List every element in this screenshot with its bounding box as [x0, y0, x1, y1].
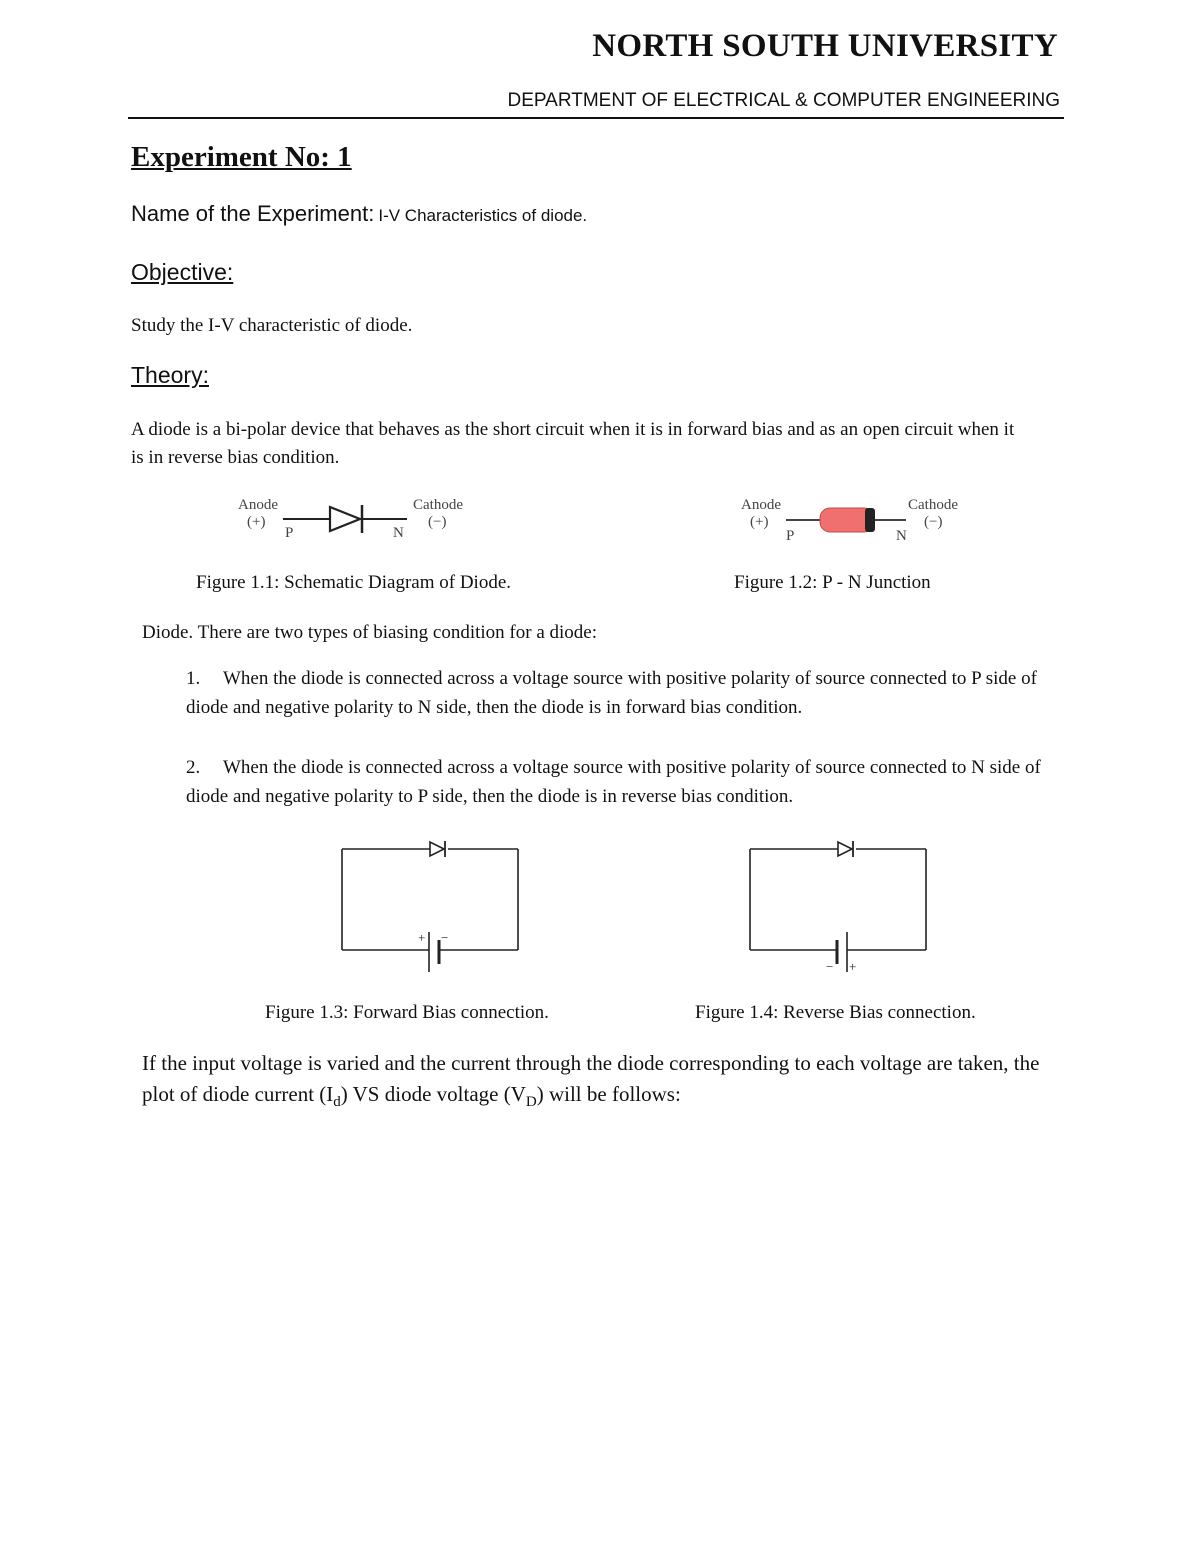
theory-paragraph: A diode is a bi-polar device that behaves as the short circuit when it is in forward bias and as an open circuit when it is in reverse bias condition.	[131, 419, 1015, 468]
final-text-end: ) will be follows:	[536, 1082, 681, 1106]
figure-1-1-caption: Figure 1.1: Schematic Diagram of Diode.	[196, 572, 512, 593]
cathode-band	[865, 508, 875, 532]
vd-subscript: D	[525, 1094, 537, 1111]
diode-icon	[430, 842, 444, 856]
anode-label: Anode	[238, 497, 278, 513]
university-title: NORTH SOUTH UNIVERSITY	[592, 28, 1058, 64]
list-item-2-text: When the diode is connected across a voltage source with positive polarity of source connected to N side of diode and negative polarity to P side, then the diode is in reverse bias condition.	[186, 757, 1041, 807]
pn-n-label: N	[896, 528, 907, 544]
plus-sign: +	[418, 930, 426, 945]
list-marker-1: 1.	[186, 668, 201, 689]
id-subscript: d	[333, 1094, 341, 1111]
reverse-bias-circuit	[738, 832, 938, 982]
pn-junction-figure	[728, 490, 978, 550]
pn-anode-label: Anode	[741, 497, 781, 513]
experiment-name-row	[131, 201, 587, 227]
theory-heading: Theory:	[131, 362, 209, 388]
p-label: P	[285, 525, 294, 541]
pn-p-label: P	[786, 528, 795, 544]
figure-1-2-caption: Figure 1.2: P - N Junction	[734, 572, 931, 593]
department-name: DEPARTMENT OF ELECTRICAL & COMPUTER ENGINEERING	[507, 90, 1060, 111]
header-rule	[128, 117, 1064, 119]
final-text-middle: ) VS diode voltage (V	[340, 1082, 526, 1106]
experiment-number: Experiment No: 1	[131, 141, 352, 173]
objective-heading: Objective:	[131, 259, 234, 285]
pn-cathode-sign: (−)	[924, 514, 943, 530]
experiment-name-label: Name of the Experiment:	[131, 201, 375, 226]
n-label: N	[393, 525, 404, 541]
pn-cathode-label: Cathode	[908, 497, 958, 513]
list-marker-2: 2.	[186, 757, 201, 778]
diode-triangle-icon	[330, 507, 360, 531]
pn-anode-sign: (+)	[750, 514, 769, 530]
figure-1-3-caption: Figure 1.3: Forward Bias connection.	[265, 1002, 549, 1023]
list-item-1-text: When the diode is connected across a voltage source with positive polarity of source connected to P side of diode and negative polarity to N side, then the diode is in forward bias condition.	[186, 668, 1037, 718]
diode-schematic-figure	[225, 490, 485, 550]
biasing-intro: Diode. There are two types of biasing condition for a diode:	[142, 622, 597, 643]
forward-bias-circuit	[330, 832, 530, 982]
diode-icon	[838, 842, 852, 856]
anode-sign: (+)	[247, 514, 266, 530]
minus-sign: −	[826, 959, 834, 974]
final-paragraph	[142, 1048, 1042, 1118]
final-text-start: If the input voltage is varied and the current through the diode corresponding to each voltage are taken, the plot of diode current (I	[142, 1051, 1040, 1106]
figure-1-4-caption: Figure 1.4: Reverse Bias connection.	[695, 1002, 976, 1023]
cathode-label: Cathode	[413, 497, 463, 513]
experiment-name-value: I-V Characteristics of diode.	[378, 206, 588, 225]
cathode-sign: (−)	[428, 514, 447, 530]
objective-text: Study the I-V characteristic of diode.	[131, 315, 413, 336]
minus-sign: −	[441, 930, 449, 945]
plus-sign: +	[849, 959, 857, 974]
